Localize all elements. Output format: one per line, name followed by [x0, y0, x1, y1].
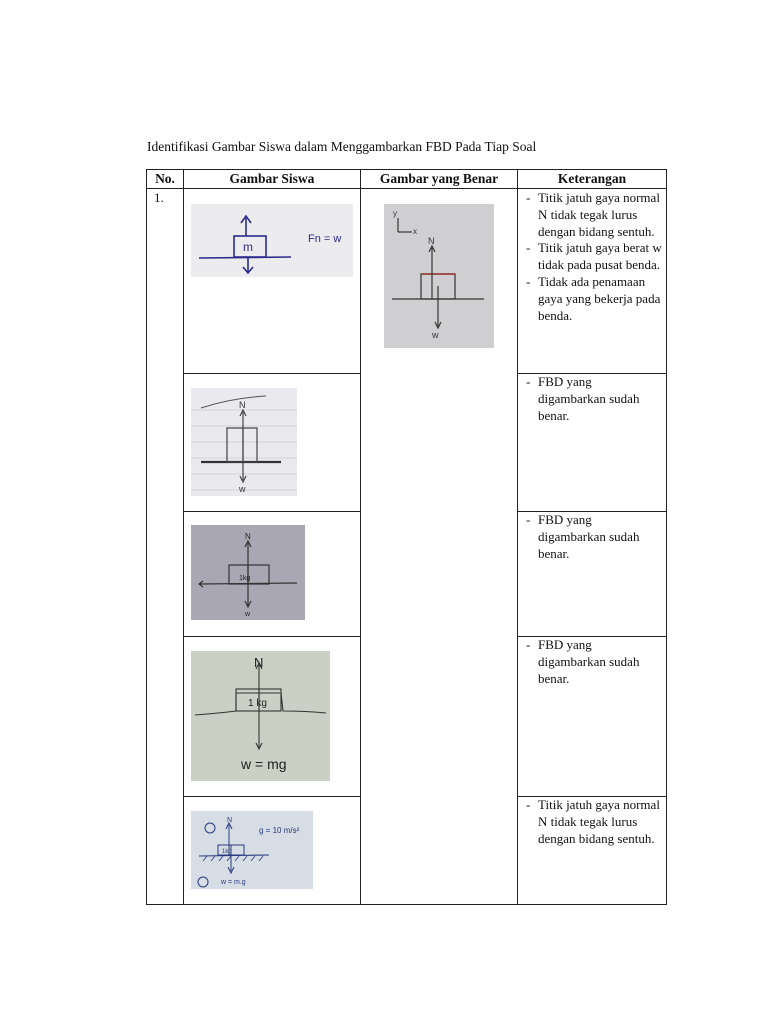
- student-drawing-cell: [184, 374, 361, 512]
- student-label-n: N: [254, 655, 264, 670]
- axis-label-x: x: [413, 227, 417, 236]
- table-header-row: [147, 170, 667, 189]
- student-label-mass: 1kg: [222, 849, 232, 855]
- student-label-w: w: [239, 484, 246, 494]
- student-drawing-cell: [184, 512, 361, 637]
- notes-cell: [518, 512, 667, 637]
- header-gambar-benar: Gambar yang Benar: [361, 170, 518, 189]
- student-drawing-cell: [184, 637, 361, 797]
- note-item: - Titik jatuh gaya normal N tidak tegak lurus dengan bidang sentuh.: [524, 190, 662, 240]
- correct-drawing-image: [384, 204, 494, 348]
- note-item: - FBD yang digambarkan sudah benar.: [524, 637, 662, 687]
- notes-cell: [518, 374, 667, 512]
- student-drawing-cell: [184, 189, 361, 374]
- student-drawing-image: [191, 651, 330, 781]
- note-item: - Titik jatuh gaya normal N tidak tegak lurus dengan bidang sentuh.: [524, 797, 662, 847]
- notes-cell: [518, 797, 667, 905]
- row-number: 1.: [147, 189, 184, 905]
- correct-label-n: N: [428, 236, 435, 246]
- student-label-mass: 1kg: [239, 575, 251, 582]
- note-item: - FBD yang digambarkan sudah benar.: [524, 512, 662, 562]
- student-label-n: N: [227, 817, 233, 824]
- student-label-w: w = mg: [241, 756, 287, 772]
- note-item: - Titik jatuh gaya berat w tidak pada pusat benda.: [524, 240, 662, 274]
- header-no: No.: [147, 170, 184, 189]
- student-drawing-image: [191, 204, 353, 277]
- student-label-mass: m: [243, 240, 253, 254]
- axis-label-y: y: [393, 209, 397, 218]
- document-title: Identifikasi Gambar Siswa dalam Menggambarkan FBD Pada Tiap Soal: [147, 139, 537, 154]
- correct-drawing-cell: [361, 189, 518, 905]
- student-label-n: N: [239, 400, 246, 410]
- note-item: - Tidak ada penamaan gaya yang bekerja pada benda.: [524, 274, 662, 324]
- note-item: - FBD yang digambarkan sudah benar.: [524, 374, 662, 424]
- fbd-identification-table: [146, 169, 667, 905]
- student-label-fn: Fn = w: [308, 233, 342, 245]
- student-label-g: g = 10 m/s²: [259, 826, 300, 835]
- student-label-mass: 1 kg: [248, 698, 267, 709]
- header-keterangan: Keterangan: [518, 170, 667, 189]
- notes-cell: [518, 189, 667, 374]
- header-gambar-siswa: Gambar Siswa: [184, 170, 361, 189]
- student-drawing-cell: [184, 797, 361, 905]
- table-row: [147, 189, 667, 374]
- student-label-n: N: [245, 532, 251, 541]
- student-label-w: w: [245, 611, 251, 618]
- student-drawing-image: [191, 525, 305, 620]
- correct-label-w: w: [432, 330, 439, 340]
- student-drawing-image: [191, 388, 297, 496]
- student-drawing-image: [191, 811, 313, 889]
- notes-cell: [518, 637, 667, 797]
- student-label-w: w = m.g: [221, 879, 246, 886]
